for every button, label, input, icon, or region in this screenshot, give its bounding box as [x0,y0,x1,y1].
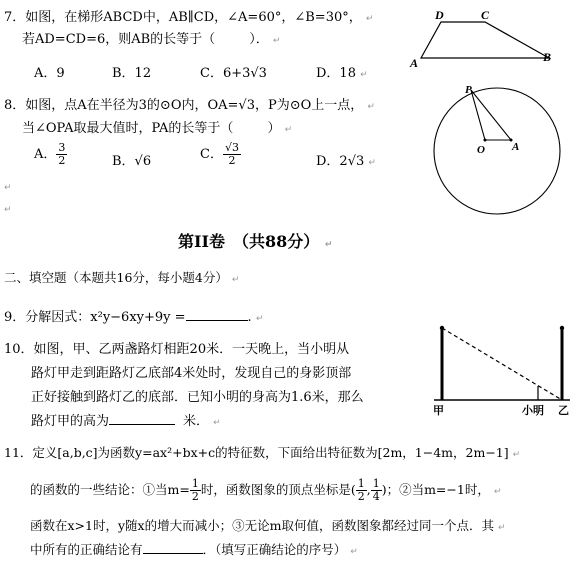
label-yi: 乙 [558,405,569,417]
q7-option-b: B．12 [112,66,152,81]
q11-line2: 的函数的一些结论：①当m= $\frac{1}{2}$ 时，函数图象的顶点坐标是( $\frac{1}{2}$ , $\frac{1}{4}$ )；②当m=−1时， ↵ [30,477,502,503]
q10-streetlamp-figure [430,320,571,420]
q11-line4: 中所有的正确结论有 ．（填写正确结论的序号） ↵ [30,542,358,557]
q11-line3: 函数在x>1时，y随x的增大而减小；③无论m取何值，函数图象都经过同一个点．其 ↵ [30,518,506,533]
q10-line1: 10．如图，甲、乙两盏路灯相距20米．一天晚上，当小明从 [4,342,350,357]
label-a: A [410,56,419,70]
para-mark-1: ↵ [4,183,12,193]
q11-line1: 11．定义[a,b,c]为函数y=ax²+bx+c的特征数，下面给出特征数为[2m，1−4m，2m−1] ↵ [4,445,521,460]
q10-answer-blank [109,424,175,425]
q7-option-c: C．6+3√3 [200,66,267,81]
q8-option-b: B．√6 [112,154,152,169]
label-c: C [481,8,490,22]
q7-trapezoid-figure [405,5,565,70]
q10-line4: 路灯甲的高为 米． ↵ [31,414,221,429]
label-o: O [477,144,485,156]
q8-circle-figure [425,82,570,222]
label-jia: 甲 [433,405,444,417]
label-xiaoming: 小明 [522,405,544,417]
q8-line1: 8．如图，点A在半径为3的⊙O内，OA=√3，P为⊙O上一点， ↵ [4,98,375,113]
q11-answer-blank [143,553,203,554]
q7-option-d: D．18 ↵ [316,66,368,81]
label-d: D [435,8,444,22]
part2-heading: 二、填空题（本题共16分，每小题4分） ↵ [4,270,240,285]
q9-line: 9．分解因式：x²y−6xy+9y = . ↵ [4,310,264,325]
section-title: 第II卷 （共88分） ↵ [178,232,333,251]
q7-line2: 若AD=CD=6，则AB的长等于（ ）． ↵ [22,32,281,47]
q8-option-a: A． $\frac{3}{2}$ [34,141,66,167]
q8-option-d: D．2√3 ↵ [316,154,376,169]
label-a-point: A [512,141,520,153]
label-p: P [465,84,472,96]
q10-line2: 路灯甲走到距路灯乙底部4米处时，发现自己的身影顶部 [31,366,352,381]
label-b: B [543,50,552,64]
q7-line1: 7．如图，在梯形ABCD中，AB∥CD，∠A=60°，∠B=30°， ↵ [4,10,374,25]
q8-line2: 当∠OPA取最大值时，PA的长等于（ ） ↵ [22,121,293,136]
q10-line3: 正好接触到路灯乙的底部．已知小明的身高为1.6米，那么 [31,390,364,405]
q9-answer-blank [186,320,248,321]
q8-option-c: C． $\frac{√3}{2}$ [200,141,239,167]
para-mark-2: ↵ [4,205,12,215]
q7-option-a: A．9 [34,66,65,81]
